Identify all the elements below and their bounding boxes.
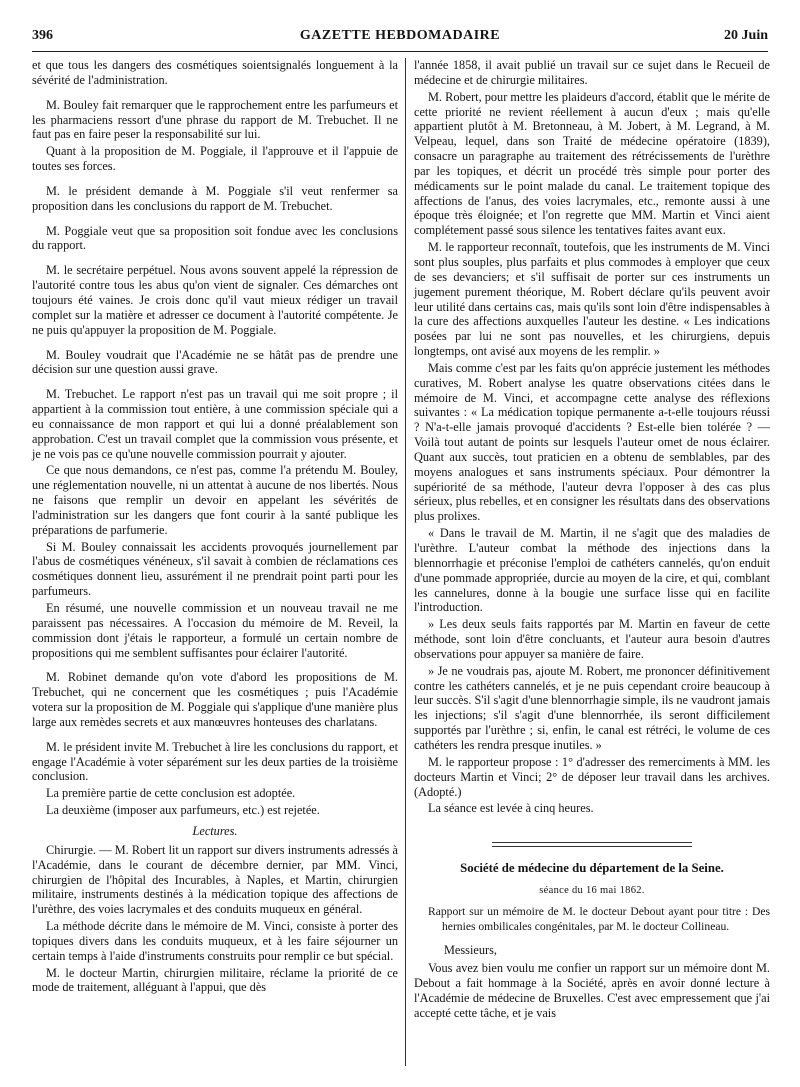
journal-title: GAZETTE HEBDOMADAIRE	[299, 28, 501, 43]
paragraph: » Je ne voudrais pas, ajoute M. Robert, me prononcer définitivement contre les cathéters cannelés, et je ne puis cependant croire beaucoup à leur succès. S'il s'agit d'une blennorrhagie simple, ils ne vaudront jamais les injections; s'il s'agit d'une blennorrhée, ils seront difficilement supportés par l'urèthre ; si, enfin, le canal est rétréci, le volume de ces cathéters les rendra presque inutiles. »	[414, 663, 770, 752]
paragraph: l'année 1858, il avait publié un travail sur ce sujet dans le Recueil de médecine et de chirurgie militaires.	[414, 58, 770, 87]
paragraph: M. Trebuchet. Le rapport n'est pas un travail qui me soit propre ; il appartient à la commission tout entière, à une commission spéciale qui a eu connaissance de mon rapport et qui lui a donné préalablement son approbation. C'est un travail complet que la commission vous présente, et je ne vois pas ce qu'une nouvelle commission pourrait y ajouter.	[32, 387, 398, 461]
left-column	[32, 58, 398, 997]
paragraph: Mais comme c'est par les faits qu'on apprécie justement les méthodes curatives, M. Robert analyse les quatre observations citées dans le mémoire de M. Vinci, et accompagne cette analyse des réflexions suivantes : « La médication topique permanente a-t-elle toujours réussi ? N'a-t-elle jamais provoqué d'accidents ? Est-elle bien tolérée ? — Voilà tout autant de points sur lesquels l'auteur omet de nous éclairer. Quant aux succès, tout praticien en a obtenu de semblables, par des moyens analogues et sans instruments spéciaux. Pour démontrer la supériorité de sa méthode, l'auteur devra l'opposer à des cas plus sérieux, plus rebelles, et en consigner les résultats dans des observations plus prolixes.	[414, 360, 770, 524]
paragraph: M. le docteur Martin, chirurgien militaire, réclame la priorité de ce mode de traitement, alléguant à l'appui, que dès	[32, 965, 398, 995]
seance-date: séance du 16 mai 1862.	[539, 885, 645, 897]
paragraph: » Les deux seuls faits rapportés par M. Martin en faveur de cette méthode, sont loin d'être concluants, et l'auteur aura besoin d'autres observations pour appuyer sa manière de faire.	[414, 617, 770, 661]
paragraph: En résumé, une nouvelle commission et un nouveau travail ne me paraissent pas nécessaires. A l'occasion du mémoire de M. Reveil, la commission dont j'étais le rapporteur, a formulé un certain nombre de propositions qui me semblent suffisantes pour éclairer l'autorité.	[32, 601, 398, 660]
paragraph: Chirurgie. — M. Robert lit un rapport sur divers instruments adressés à l'Académie, dans le courant de décembre dernier, par MM. Vinci, chirurgien de l'hôpital des Incurables, à Naples, et Martin, chirurgien militaire, instruments destinés à la médication topique des affections de l'urèthre, des voies lacrymales et des conduits muqueux en général.	[32, 842, 398, 917]
rapport-title: Rapport sur un mémoire de M. le docteur Debout ayant pour titre : Des hernies ombilicales congénitales, par M. le docteur Collineau.	[428, 904, 770, 933]
paragraph: M. Robinet demande qu'on vote d'abord les propositions de M. Trebuchet, qui ne concernent que les cosmétiques ; puis l'Académie votera sur la proposition de M. Poggiale qui s'applique d'une manière plus large aux remèdes secrets et aux manœuvres honteuses des charlatans.	[32, 670, 398, 729]
salutation: Messieurs,	[444, 942, 497, 957]
right-column	[414, 58, 770, 1023]
paragraph: M. le président invite M. Trebuchet à lire les conclusions du rapport, et engage l'Académie à voter séparément sur les deux parties de la troisième conclusion.	[32, 739, 398, 784]
paragraph: La méthode décrite dans le mémoire de M. Vinci, consiste à porter des topiques divers dans les conduits muqueux, et à les faire séjourner un certain temps à l'aide d'instruments construits pour remplir ce but spécial.	[32, 919, 398, 963]
paragraph: et que tous les dangers des cosmétiques soientsignalés longuement à la sévérité de l'administration.	[32, 58, 398, 87]
paragraph: La deuxième (imposer aux parfumeurs, etc.) est rejetée.	[46, 803, 320, 818]
page-header	[32, 28, 768, 48]
society-title: Société de médecine du département de la Seine.	[460, 861, 724, 876]
page-number: 396	[32, 28, 53, 43]
column-divider	[405, 58, 406, 1066]
section-separator	[492, 842, 692, 847]
header-rule	[32, 51, 768, 52]
paragraph: M. Poggiale veut que sa proposition soit fondue avec les conclusions du rapport.	[32, 223, 398, 253]
paragraph: Ce que nous demandons, ce n'est pas, comme l'a prétendu M. Bouley, une réglementation nouvelle, ni un attentat à aucune de nos libertés. Nous ne faisons que remplir un devoir en appelant les sévérités de l'administration sur les dangers que font courir à la santé publique les préparations de parfumerie.	[32, 463, 398, 537]
paragraph: Vous avez bien voulu me confier un rapport sur un mémoire dont M. Debout a fait hommage à la Société, après en avoir donné lecture à l'Académie de médecine de Bruxelles. C'est avec empressement que j'ai accepté cette tâche, et je vais	[414, 961, 770, 1020]
paragraph: La séance est levée à cinq heures.	[428, 801, 594, 816]
paragraph: M. le rapporteur propose : 1° d'adresser des remerciments à MM. les docteurs Martin et Vinci; 2° de déposer leur travail dans les archives. (Adopté.)	[414, 754, 770, 799]
paragraph: La première partie de cette conclusion est adoptée.	[46, 786, 296, 801]
paragraph: M. le secrétaire perpétuel. Nous avons souvent appelé la répression de l'autorité contre tous les abus qu'on vient de signaler. Ces démarches ont toujours été vaines. Je crois donc qu'il vaut mieux rédiger un travail complet sur la matière et adresser ce document à l'autorité compétente. Je ne puis qu'appuyer la proposition de M. Poggiale.	[32, 263, 398, 337]
paragraph: M. Bouley voudrait que l'Académie ne se hâtât pas de prendre une décision sur une question aussi grave.	[32, 347, 398, 377]
paragraph: Quant à la proposition de M. Poggiale, il l'approuve et il l'appuie de toutes ses forces.	[32, 144, 398, 174]
paragraph: Si M. Bouley connaissait les accidents provoqués journellement par l'abus de cosmétiques vénéneux, s'il savait à combien de réclamations ces cosmétiques donnent lieu, assurément il ne prendrait point parti pour les parfumeurs.	[32, 539, 398, 599]
paragraph: « Dans le travail de M. Martin, il ne s'agit que des maladies de l'urèthre. L'auteur combat la méthode des injections dans la blennorrhagie et préconise l'emploi de cathéters cannelés, qu'on enduit d'une pommade appropriée, durcie au moyen de la cire, et qui, comblant les cannelures, donne à la bougie une surface lisse qui en facilite l'introduction.	[414, 526, 770, 615]
issue-date: 20 Juin	[724, 28, 768, 43]
paragraph: M. le président demande à M. Poggiale s'il veut renfermer sa proposition dans les conclusions du rapport de M. Trebuchet.	[32, 183, 398, 213]
paragraph: M. le rapporteur reconnaît, toutefois, que les instruments de M. Vinci sont plus souples, plus parfaits et plus commodes à employer que ceux de ses devanciers; et s'il suffisait de porter sur ces instruments un jugement purement théorique, M. Robert déclare qu'ils peuvent avoir leur utilité dans certains cas, mais qu'ils sont loin d'être indispensables à la cure des affections auxquelles l'auteur les destine. « Les indications posées par lui ne sont pas nouvelles, et les chirurgiens, depuis longtemps, ont avisé aux moyens de les remplir. »	[414, 240, 770, 359]
section-heading: Lectures.	[192, 823, 238, 838]
paragraph: M. Bouley fait remarquer que le rapprochement entre les parfumeurs et les pharmaciens ressort d'une phrase du rapport de M. Trebuchet. Il ne faut pas en faire peser la responsabilité sur lui.	[32, 97, 398, 142]
paragraph: M. Robert, pour mettre les plaideurs d'accord, établit que le mérite de cette priorité ne revient réellement à aucun d'eux ; mais qu'elle appartient plutôt à M. Bretonneau, à M. Jobert, à M. Legrand, à M. Velpeau, lequel, dans son Traité de médecine opératoire (1839), consacre un paragraphe au traitement des rétrécissements de l'urèthre par les topiques, et décrit un procédé très simple pour porter des médicaments sur le point malade du canal. Le traitement topique des affections de l'anus, des voies lacrymales, etc., remonte aussi à une époque très éloignée; et l'on regrette que MM. Martin et Vinci aient complétement passé sous silence les tentatives faites avant eux.	[414, 89, 770, 238]
